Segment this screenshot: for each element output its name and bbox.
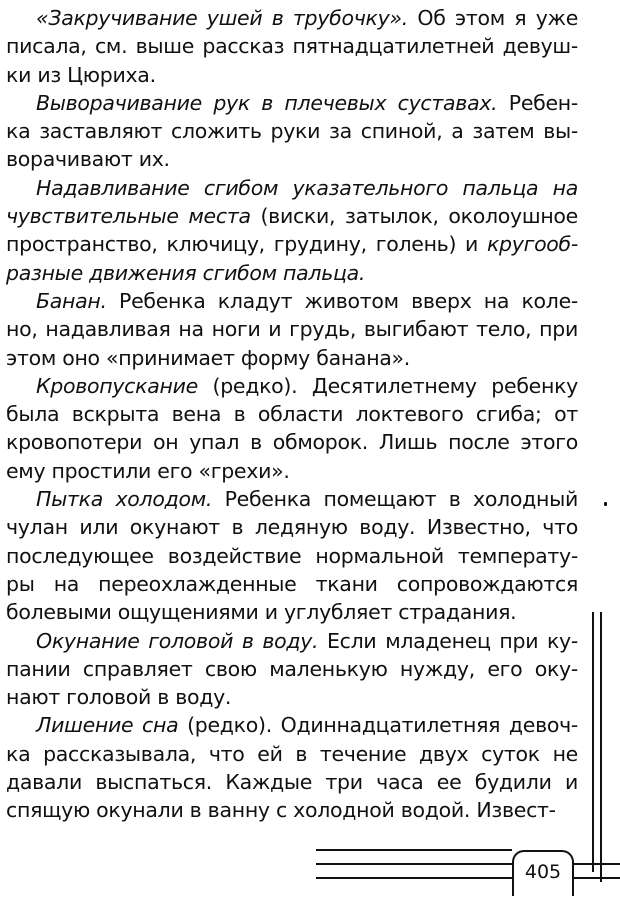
- text-line: [6, 513, 578, 541]
- text-run: пании справляет свою маленькую нужду, его оку-: [6, 656, 578, 681]
- text-line: [6, 598, 578, 626]
- italic-term: «Закручивание ушей в трубочку».: [36, 6, 408, 30]
- text-run: ворачивают их.: [6, 147, 170, 172]
- text-run: пространство, ключицу, грудину, голень) и: [6, 232, 487, 257]
- text-line: [6, 174, 578, 202]
- text-run: ему простили его «грехи».: [6, 458, 290, 483]
- footer-rule-right-1: [574, 863, 620, 865]
- text-line: [6, 344, 578, 372]
- italic-term: кругооб-: [486, 232, 578, 257]
- text-run: писала, см. выше рассказ пятнадцатилетней девуш-: [6, 34, 578, 59]
- text-run: спящую окунали в ванну с холодной водой. Извест-: [6, 798, 556, 823]
- page-number: 405: [524, 861, 562, 883]
- text-line: [6, 4, 578, 32]
- text-run: давали выспаться. Каждые три часа ее будили и: [6, 770, 578, 795]
- text-line: [6, 372, 578, 400]
- text-line: [6, 457, 578, 485]
- text-line: [6, 428, 578, 456]
- paragraph: [6, 711, 578, 824]
- text-line: [6, 711, 578, 739]
- text-line: [6, 768, 578, 796]
- text-run: ка рассказывала, что ей в течение двух суток не: [6, 741, 578, 766]
- paragraph: [6, 287, 578, 372]
- text-run: (редко). Десятилетнему ребенку: [197, 373, 578, 398]
- margin-rule-2: [600, 612, 602, 882]
- text-run: ки из Цюриха.: [6, 62, 156, 87]
- text-line: [6, 230, 578, 258]
- text-run: Ребенка помещают в холодный: [212, 487, 578, 512]
- text-line: [6, 796, 578, 824]
- footer-rule-right-2: [574, 877, 620, 879]
- text-run: болевыми ощущениями и углубляет страдания.: [6, 600, 517, 625]
- italic-term: Выворачивание рук в плечевых суставах.: [36, 90, 498, 115]
- text-line: [6, 740, 578, 768]
- italic-term: Пытка холодом.: [36, 487, 213, 512]
- margin-rule-1: [592, 612, 594, 872]
- body-text: [6, 4, 578, 825]
- footer-rule-1: [316, 849, 512, 851]
- text-line: [6, 89, 578, 117]
- text-run: (редко). Одиннадцатилетняя девоч-: [178, 713, 579, 738]
- paragraph: [6, 372, 578, 485]
- italic-term: Лишение сна: [36, 713, 179, 738]
- text-line: [6, 400, 578, 428]
- text-run: была вскрыта вена в области локтевого сгиба; от: [6, 402, 578, 427]
- footer-rule-2: [316, 863, 512, 865]
- text-line: [6, 287, 578, 315]
- text-line: [6, 570, 578, 598]
- text-run: чулан или окунают в ледяную воду. Известно, что: [6, 515, 578, 540]
- footer-rule-3: [316, 877, 512, 879]
- text-run: кровопотери он упал в обморок. Лишь после этого: [6, 430, 578, 455]
- paragraph: [6, 485, 578, 626]
- text-line: [6, 683, 578, 711]
- paragraph: [6, 89, 578, 174]
- text-run: последующее воздействие нормальной температу-: [6, 543, 578, 568]
- italic-term: чувствительные места: [6, 204, 251, 229]
- italic-term: разные движения сгибом пальца.: [6, 260, 366, 285]
- italic-term: Надавливание сгибом указательного пальца на: [36, 175, 578, 200]
- ink-speck: [604, 502, 607, 506]
- text-line: [6, 32, 578, 60]
- text-run: но, надавливая на ноги и грудь, выгибают тело, при: [6, 317, 578, 342]
- italic-term: Окунание головой в воду.: [36, 628, 319, 653]
- text-run: ка заставляют сложить руки за спиной, а затем вы-: [6, 119, 578, 144]
- text-run: этом оно «принимает форму банана».: [6, 345, 411, 370]
- paragraph: [6, 4, 578, 89]
- text-run: ры на переохлажденные ткани сопровождаются: [6, 571, 578, 596]
- paragraph: [6, 627, 578, 712]
- text-line: [6, 655, 578, 683]
- text-run: Если младенец при ку-: [318, 628, 578, 653]
- text-line: [6, 202, 578, 230]
- paragraph: [6, 174, 578, 287]
- text-line: [6, 542, 578, 570]
- text-line: [6, 485, 578, 513]
- text-line: [6, 627, 578, 655]
- text-run: (виски, затылок, околоушное: [250, 204, 578, 229]
- italic-term: Кровопускание: [36, 373, 198, 398]
- text-line: [6, 259, 578, 287]
- text-run: Об этом я уже: [408, 6, 579, 30]
- italic-term: Банан.: [36, 288, 107, 313]
- text-run: Ребен-: [497, 90, 578, 115]
- text-line: [6, 315, 578, 343]
- text-run: Ребенка кладут животом вверх на коле-: [106, 288, 578, 313]
- text-line: [6, 61, 578, 89]
- text-run: нают головой в воду.: [6, 685, 232, 710]
- text-line: [6, 145, 578, 173]
- text-line: [6, 117, 578, 145]
